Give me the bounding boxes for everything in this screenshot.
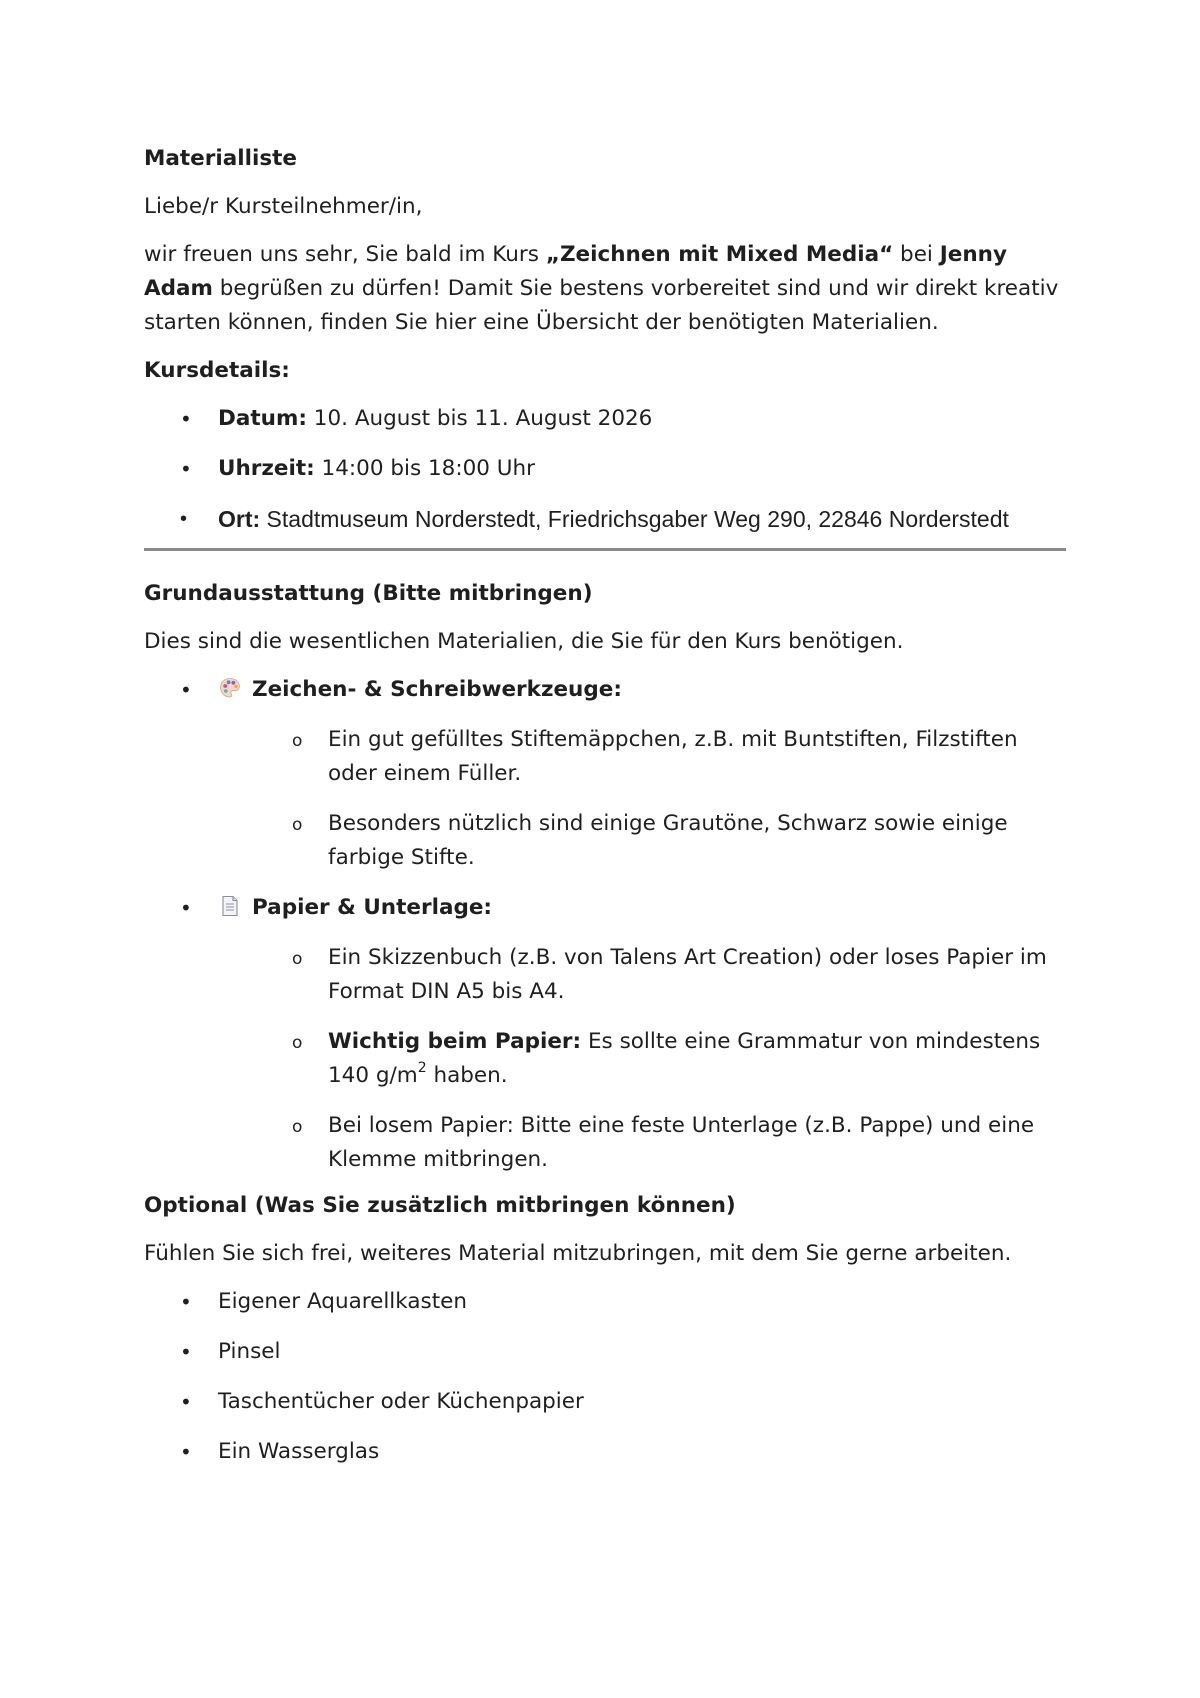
course-name: „Zeichnen mit Mixed Media“ bbox=[545, 242, 894, 267]
list-item: o Ein gut gefülltes Stiftemäppchen, z.B. mit Buntstiften, Filzstiften oder einem Füller. bbox=[218, 723, 1064, 791]
important-text-end: haben. bbox=[426, 1063, 508, 1088]
intro-text-1: wir freuen uns sehr, Sie bald im Kurs bbox=[144, 242, 546, 267]
list-item: • Ein Wasserglas bbox=[144, 1435, 1064, 1469]
detail-date bbox=[144, 402, 1064, 436]
intro-text-2: bei bbox=[893, 242, 940, 267]
superscript: 2 bbox=[417, 1060, 427, 1076]
list-item: • Eigener Aquarellkasten bbox=[144, 1285, 1064, 1319]
details-heading: Kursdetails: bbox=[144, 358, 290, 383]
group-drawing-tools bbox=[144, 673, 1064, 875]
group-paper bbox=[144, 891, 1064, 1177]
intro-paragraph bbox=[144, 238, 1064, 340]
optional-list bbox=[144, 1285, 1064, 1469]
list-item-important bbox=[218, 1025, 1064, 1093]
basic-description: Dies sind die wesentlichen Materialien, die Sie für den Kurs benötigen. bbox=[144, 629, 904, 654]
teacher-name: Jenny Adam bbox=[144, 242, 1007, 301]
page-icon bbox=[218, 894, 242, 918]
list-item: • Taschentücher oder Küchenpapier bbox=[144, 1385, 1064, 1419]
important-label: Wichtig beim Papier: bbox=[328, 1029, 582, 1054]
detail-value: 10. August bis 11. August 2026 bbox=[306, 406, 653, 431]
detail-label: Uhrzeit: bbox=[218, 456, 315, 481]
detail-label: Ort: bbox=[218, 506, 261, 532]
detail-value: Stadtmuseum Norderstedt, Friedrichsgaber Weg 290, 22846 Norderstedt bbox=[260, 506, 1009, 532]
group-label: Papier & Unterlage: bbox=[252, 895, 493, 920]
detail-label: Datum: bbox=[218, 406, 307, 431]
detail-location bbox=[144, 502, 1064, 536]
optional-description: Fühlen Sie sich frei, weiteres Material mitzubringen, mit dem Sie gerne arbeiten. bbox=[144, 1241, 1012, 1266]
list-item: o Besonders nützlich sind einige Grautöne, Schwarz sowie einige farbige Stifte. bbox=[218, 807, 1064, 875]
details-list bbox=[144, 402, 1064, 536]
group-label: Zeichen- & Schreibwerkzeuge: bbox=[252, 677, 622, 702]
list-item: o Bei losem Papier: Bitte eine feste Unterlage (z.B. Pappe) und eine Klemme mitbringen. bbox=[218, 1109, 1064, 1177]
optional-heading: Optional (Was Sie zusätzlich mitbringen können) bbox=[144, 1193, 736, 1218]
detail-value: 14:00 bis 18:00 Uhr bbox=[314, 456, 535, 481]
document-content bbox=[144, 142, 1064, 1485]
greeting: Liebe/r Kursteilnehmer/in, bbox=[144, 194, 423, 219]
list-item: o Ein Skizzenbuch (z.B. von Talens Art Creation) oder loses Papier im Format DIN A5 bis A4. bbox=[218, 941, 1064, 1009]
palette-icon bbox=[218, 676, 242, 700]
horizontal-divider bbox=[144, 548, 1066, 551]
basic-heading: Grundausstattung (Bitte mitbringen) bbox=[144, 581, 593, 606]
important-text: Es sollte eine Grammatur von mindestens 140 g/m bbox=[328, 1029, 1041, 1088]
detail-time bbox=[144, 452, 1064, 486]
drawing-tools-sublist bbox=[218, 723, 1064, 875]
basic-groups-list bbox=[144, 673, 1064, 1177]
list-item: • Pinsel bbox=[144, 1335, 1064, 1369]
intro-text-3: begrüßen zu dürfen! Damit Sie bestens vorbereitet sind und wir direkt kreativ starten können, finden Sie hier eine Übersicht der benötigten Materialien. bbox=[144, 276, 1059, 335]
paper-sublist bbox=[218, 941, 1064, 1177]
document-title: Materialliste bbox=[144, 146, 298, 171]
